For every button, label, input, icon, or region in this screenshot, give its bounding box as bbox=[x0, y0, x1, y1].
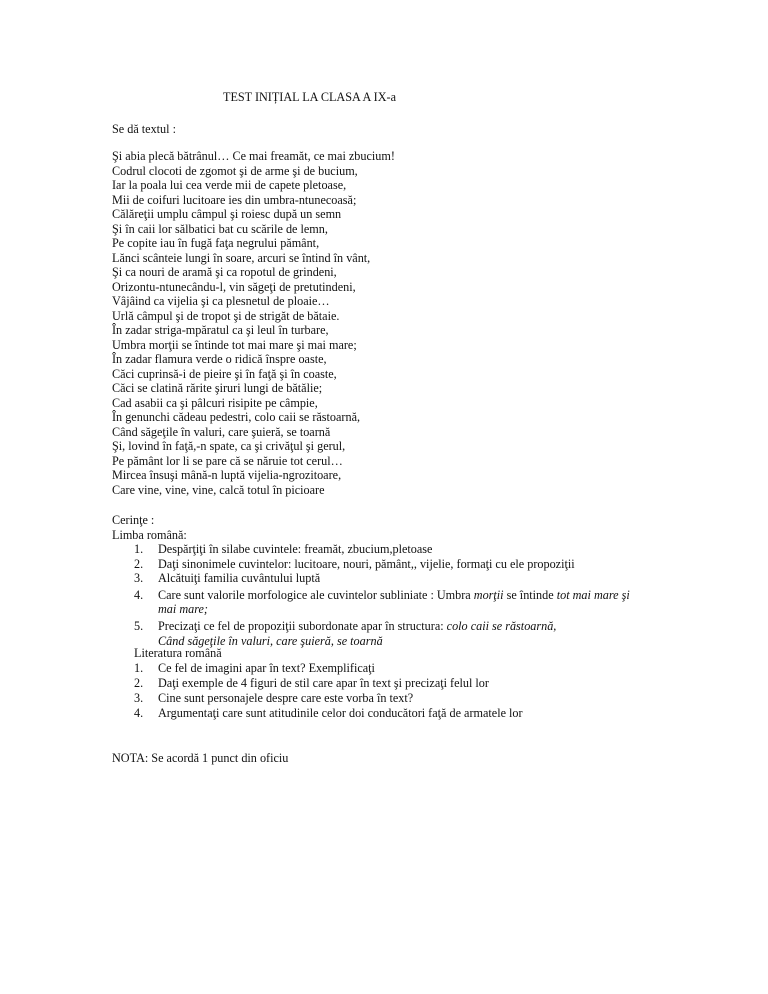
poem-line: Când săgeţile în valuri, care şuieră, se toarnă bbox=[112, 424, 331, 439]
poem-line: În genunchi cădeau pedestri, colo caii se răstoarnă, bbox=[112, 410, 361, 424]
list-item bbox=[112, 588, 630, 617]
poem-line: În zadar striga-mpăratul ca şi leul în turbare, bbox=[112, 323, 329, 337]
item-number: 2. bbox=[134, 675, 144, 690]
poem-line: Cad asabii ca şi pâlcuri risipite pe câmpie, bbox=[112, 395, 318, 410]
poem-line: Mii de coifuri lucitoare ies din umbra-ntunecoasă; bbox=[112, 192, 357, 207]
item-text: Daţi sinonimele cuvintelor: lucitoare, nouri, pământ,, vijelie, formaţi cu ele propoziţii bbox=[158, 556, 575, 571]
item-number: 1. bbox=[134, 542, 144, 556]
item-text: Daţi exemple de 4 figuri de stil care apar în text şi precizaţi felul lor bbox=[158, 675, 489, 690]
page-title: TEST INIȚIAL LA CLASA A IX-a bbox=[223, 90, 396, 104]
item-continuation: mai mare; bbox=[158, 602, 208, 617]
poem-line: Codrul clocoti de zgomot şi de arme şi de bucium, bbox=[112, 163, 358, 178]
item-text: Despărţiţi în silabe cuvintele: freamăt, zbucium,pletoase bbox=[158, 542, 433, 556]
poem-line: Pe copite iau în fugă faţa negrului pământ, bbox=[112, 236, 320, 250]
poem-line: În zadar flamura verde o ridică înspre oaste, bbox=[112, 352, 327, 366]
item-emphasis: morţii bbox=[473, 587, 504, 602]
item-number: 3. bbox=[134, 571, 144, 586]
poem-line: Iar la poala lui cea verde mii de capete pletoase, bbox=[112, 178, 347, 192]
requirements-heading-block bbox=[112, 513, 187, 542]
literature-heading: Literatura română bbox=[134, 646, 222, 660]
list-item bbox=[112, 661, 523, 676]
poem-line: Umbra morţii se întinde tot mai mare şi mai mare; bbox=[112, 337, 357, 352]
item-text: Ce fel de imagini apar în text? Exemplificaţi bbox=[158, 661, 375, 675]
list-item bbox=[112, 542, 630, 557]
item-number: 1. bbox=[134, 661, 144, 675]
item-text: Precizaţi ce fel de propoziţii subordonate apar în structura: bbox=[158, 618, 447, 633]
list-item bbox=[112, 557, 630, 572]
list-item bbox=[112, 676, 523, 691]
poem-line: Care vine, vine, vine, calcă totul în picioare bbox=[112, 482, 325, 497]
item-number: 4. bbox=[134, 705, 144, 720]
requirements-heading: Cerinţe : bbox=[112, 513, 155, 527]
poem-line: Vâjâind ca vijelia şi ca plesnetul de ploaie… bbox=[112, 294, 330, 308]
list-item bbox=[112, 571, 630, 586]
poem-line: Mircea însuşi mână-n luptă vijelia-ngrozitoare, bbox=[112, 468, 342, 482]
item-text: se întinde bbox=[503, 587, 557, 602]
poem-line: Căci se clatină rărite şiruri lungi de bătălie; bbox=[112, 381, 323, 395]
item-number: 3. bbox=[134, 690, 144, 705]
poem-text bbox=[112, 149, 395, 497]
poem-line: Călăreţii umplu câmpul şi roiesc după un semn bbox=[112, 207, 342, 221]
item-number: 4. bbox=[134, 587, 144, 602]
poem-line: Orizontu-ntunecându-l, vin săgeţi de pretutindeni, bbox=[112, 279, 356, 294]
item-text: Care sunt valorile morfologice ale cuvintelor subliniate : Umbra bbox=[158, 587, 474, 602]
poem-line: Şi ca nouri de aramă şi ca ropotul de grindeni, bbox=[112, 265, 337, 279]
poem-line: Şi abia plecă bătrânul… Ce mai freamăt, ce mai zbucium! bbox=[112, 149, 395, 163]
poem-line: Căci cuprinsă-i de pieire şi în faţă şi în coaste, bbox=[112, 366, 337, 381]
item-number: 2. bbox=[134, 556, 144, 571]
item-text: Alcătuiţi familia cuvântului luptă bbox=[158, 571, 321, 586]
list-item bbox=[112, 706, 523, 721]
item-emphasis: tot mai mare şi bbox=[556, 587, 630, 602]
poem-line: Şi în caii lor sălbatici bat cu scările de lemn, bbox=[112, 221, 328, 236]
poem-line: Pe pământ lor li se pare că se năruie tot cerul… bbox=[112, 453, 343, 468]
note-text: NOTA: Se acordă 1 punct din oficiu bbox=[112, 751, 289, 765]
item-emphasis: colo caii se răstoarnă, bbox=[446, 618, 557, 633]
intro-text: Se dă textul : bbox=[112, 122, 176, 136]
item-text: Cine sunt personajele despre care este vorba în text? bbox=[158, 690, 414, 705]
poem-line: Şi, lovind în faţă,-n spate, ca şi crivăţul şi gerul, bbox=[112, 439, 346, 453]
item-continuation: Când săgeţile în valuri, care şuieră, se toarnă bbox=[158, 633, 383, 648]
language-questions-list bbox=[112, 542, 630, 648]
list-item bbox=[112, 691, 523, 706]
item-text: Argumentaţi care sunt atitudinile celor doi conducători faţă de armatele lor bbox=[158, 705, 523, 720]
language-heading: Limba română: bbox=[112, 527, 187, 542]
item-number: 5. bbox=[134, 618, 144, 633]
poem-line: Urlă câmpul şi de tropot şi de strigăt de bătaie. bbox=[112, 308, 340, 323]
poem-line: Lănci scânteie lungi în soare, arcuri se întind în vânt, bbox=[112, 250, 371, 265]
literature-questions-list bbox=[112, 661, 523, 721]
list-item bbox=[112, 619, 630, 648]
